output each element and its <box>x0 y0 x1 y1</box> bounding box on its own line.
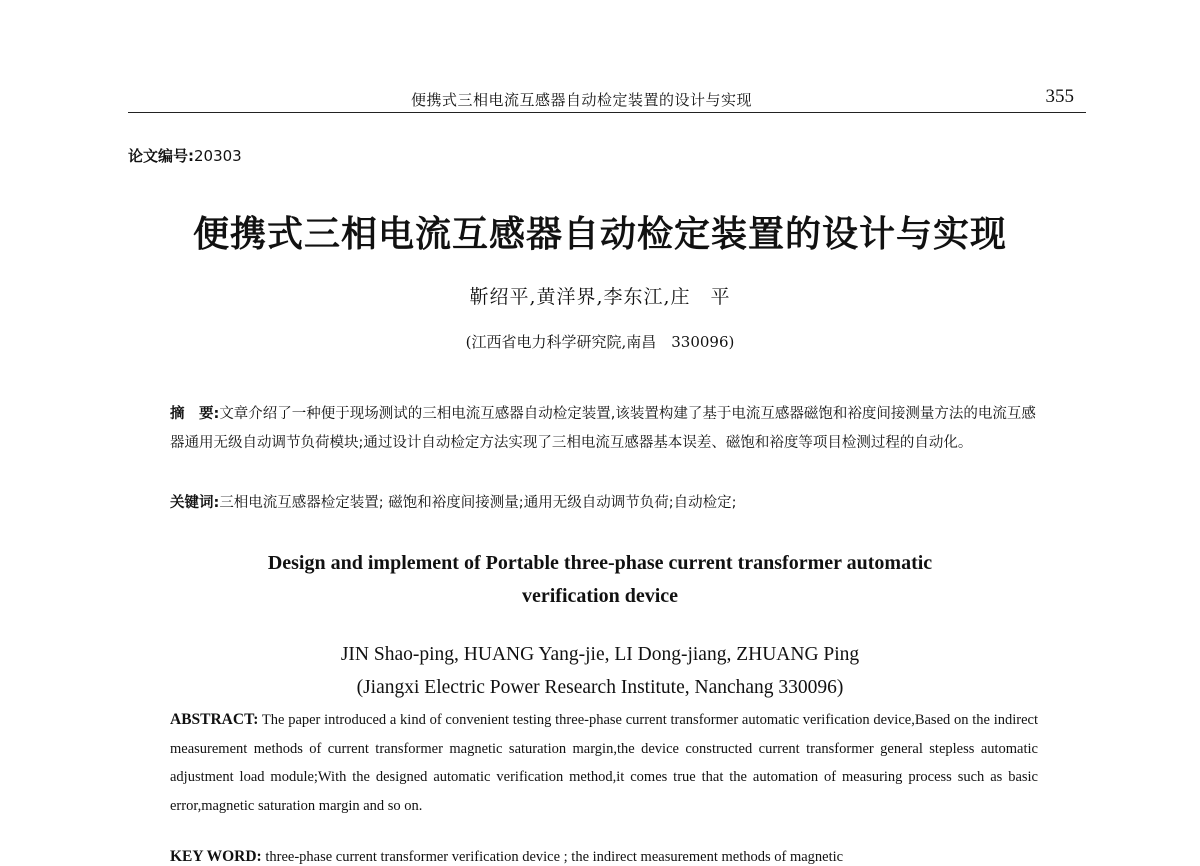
keywords-chinese <box>170 491 1050 512</box>
keywords-english <box>170 848 1038 866</box>
keywords-english-label: KEY WORD: <box>170 848 262 865</box>
running-header <box>128 86 1086 113</box>
abstract-english-label: ABSTRACT: <box>170 711 259 728</box>
title-english <box>0 547 1200 613</box>
abstract-english-text: The paper introduced a kind of convenient testing three-phase current transformer automatic verification device,Based on the indirect measurement methods of current transformer magnetic saturation margin,the device constructed current transformer general stepless automatic adjustment load module;With the designed automatic verification method,it comes true that the automation of measuring process such as basic error,magnetic saturation margin and so on. <box>170 712 1038 814</box>
paper-id-value: 20303 <box>194 147 242 165</box>
abstract-chinese <box>170 400 1050 458</box>
page-number: 355 <box>1045 86 1074 107</box>
affiliation-english: (Jiangxi Electric Power Research Institute, Nanchang 330096) <box>356 677 844 698</box>
running-title: 便携式三相电流互感器自动检定装置的设计与实现 <box>411 91 753 109</box>
authors-english: JIN Shao-ping, HUANG Yang-jie, LI Dong-jiang, ZHUANG Ping <box>340 644 860 665</box>
affiliation-chinese: (江西省电力科学研究院,南昌 330096) <box>465 333 735 351</box>
abstract-chinese-label: 摘 要: <box>170 406 220 422</box>
title-english-line-2: verification device <box>521 585 679 607</box>
paper-id-label: 论文编号: <box>128 147 194 165</box>
paper-id <box>128 145 242 166</box>
keywords-chinese-text: 三相电流互感器检定装置; 磁饱和裕度间接测量;通用无级自动调节负荷;自动检定; <box>219 495 737 511</box>
authors-chinese: 靳绍平,黄洋界,李东江,庄 平 <box>469 286 731 308</box>
title-english-line-1: Design and implement of Portable three-phase current transformer automatic <box>267 552 933 574</box>
abstract-english <box>170 706 1038 820</box>
abstract-chinese-text: 文章介绍了一种便于现场测试的三相电流互感器自动检定装置,该装置构建了基于电流互感器磁饱和裕度间接测量方法的电流互感器通用无级自动调节负荷模块;通过设计自动检定方法实现了三相电流互感器基本误差、磁饱和裕度等项目检测过程的自动化。 <box>170 406 1036 451</box>
keywords-chinese-label: 关键词: <box>170 495 220 511</box>
keywords-english-text: three-phase current transformer verification device ; the indirect measurement methods of magnetic <box>265 849 844 865</box>
title-chinese: 便携式三相电流互感器自动检定装置的设计与实现 <box>192 214 1007 255</box>
